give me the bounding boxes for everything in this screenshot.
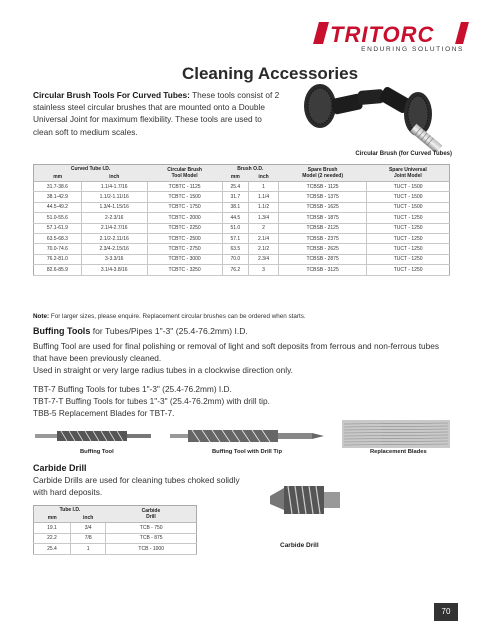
header-spare-brush bbox=[279, 165, 367, 182]
table-cell: TUCT - 1250 bbox=[367, 223, 450, 233]
table-cell: 38.1-42.9 bbox=[34, 192, 82, 202]
note-label: Note: bbox=[33, 313, 50, 320]
buffing-line-1: TBT-7 Buffing Tools for tubes 1"-3" (25.4-76.2mm) I.D. bbox=[33, 384, 232, 394]
table-row bbox=[34, 523, 197, 534]
carbide-drill-table-body bbox=[34, 523, 197, 555]
table-cell: 19.1 bbox=[34, 523, 71, 534]
table-cell: 2 bbox=[249, 223, 279, 233]
table-row bbox=[34, 223, 450, 233]
brand-tagline: ENDURING SOLUTIONS bbox=[361, 46, 464, 53]
buffing-line-2: TBT-7-T Buffing Tools for tubes 1"-3" (25.4-76.2mm) with drill tip. bbox=[33, 396, 270, 406]
circular-brush-table bbox=[33, 164, 450, 276]
table-cell: TUCT - 1500 bbox=[367, 182, 450, 192]
table-cell: TUCT - 1250 bbox=[367, 254, 450, 264]
buffing-tool-drill-tip-image bbox=[168, 428, 338, 444]
table-cell: 3 bbox=[249, 265, 279, 275]
table-cell: 2.3/4 bbox=[249, 254, 279, 264]
table-cell: 63.5 bbox=[222, 244, 248, 254]
carbide-heading-bold: Carbide Drill bbox=[33, 463, 87, 473]
replacement-blades-image bbox=[342, 420, 450, 448]
header-spare-brush-line1: Spare Brush bbox=[307, 167, 338, 173]
caption-buffing-drill-tip: Buffing Tool with Drill Tip bbox=[212, 449, 282, 455]
table-cell: 25.4 bbox=[34, 544, 71, 555]
intro-heading: Circular Brush Tools For Curved Tubes: bbox=[33, 90, 190, 100]
table-cell: TCBTC - 3000 bbox=[147, 254, 222, 264]
carbide-header-tube-id: Tube I.D. bbox=[34, 506, 106, 515]
table-cell: 70.0 bbox=[222, 254, 248, 264]
table-cell: 82.6-85.9 bbox=[34, 265, 82, 275]
table-cell: 51.0-55.6 bbox=[34, 213, 82, 223]
table-cell: 1 bbox=[249, 182, 279, 192]
carbide-text: Carbide Drills are used for cleaning tubes choked solidly with hard deposits. bbox=[33, 475, 240, 497]
table-cell: 57.1-61.9 bbox=[34, 223, 82, 233]
header-tool-line2: Tool Model bbox=[171, 173, 198, 179]
table-cell: TCB - 750 bbox=[106, 523, 197, 534]
table-cell: TCBSB - 1375 bbox=[279, 192, 367, 202]
table-cell: 63.5-68.3 bbox=[34, 233, 82, 243]
table-row bbox=[34, 202, 450, 212]
table-cell: TCBTC - 2250 bbox=[147, 223, 222, 233]
table-cell: TUCT - 1250 bbox=[367, 265, 450, 275]
header-spare-joint bbox=[367, 165, 450, 182]
buffing-heading-bold: Buffing Tools bbox=[33, 326, 91, 336]
table-cell: 3-3.3/16 bbox=[81, 254, 147, 264]
table-cell: TCBTC - 3250 bbox=[147, 265, 222, 275]
table-cell: 2.1/2 bbox=[249, 244, 279, 254]
table-cell: 7/8 bbox=[70, 533, 105, 544]
table-cell: 1 bbox=[70, 544, 105, 555]
circular-brush-table-body bbox=[34, 182, 450, 276]
header-spare-joint-line2: Joint Model bbox=[393, 173, 422, 179]
table-cell: TCBSB - 2625 bbox=[279, 244, 367, 254]
left-brush-head bbox=[304, 84, 336, 128]
brush-caption: Circular Brush (for Curved Tubes) bbox=[355, 151, 452, 157]
table-cell: 3/4 bbox=[70, 523, 105, 534]
table-cell: 44.5 bbox=[222, 213, 248, 223]
table-row bbox=[34, 533, 197, 544]
page-number: 70 bbox=[434, 603, 458, 621]
table-cell: TUCT - 1250 bbox=[367, 213, 450, 223]
page-title: Cleaning Accessories bbox=[181, 64, 359, 83]
table-cell: 3.1/4-3.8/16 bbox=[81, 265, 147, 275]
table-cell: 2.1/4 bbox=[249, 233, 279, 243]
table-row bbox=[34, 182, 450, 192]
carbide-header-drill-line2: Drill bbox=[146, 514, 156, 520]
table-cell: 2.3/4-2.15/16 bbox=[81, 244, 147, 254]
table-cell: TCBSB - 1875 bbox=[279, 213, 367, 223]
buffing-tool-image bbox=[33, 428, 155, 444]
table-cell: 44.5-49.2 bbox=[34, 202, 82, 212]
table-row bbox=[34, 254, 450, 264]
carbide-caption: Carbide Drill bbox=[280, 542, 319, 549]
table-row bbox=[34, 265, 450, 275]
table-cell: TUCT - 1500 bbox=[367, 192, 450, 202]
intro-text: These tools consist of 2 stainless steel circular brushes that are mounted onto a Double Universal Joint for maximum flexibility. These tools are used to clean soft to medium scales. bbox=[33, 90, 280, 137]
table-cell: TCBSB - 1125 bbox=[279, 182, 367, 192]
table-cell: 1.1/4 bbox=[249, 192, 279, 202]
table-cell: TCBTC - 1750 bbox=[147, 202, 222, 212]
table-row bbox=[34, 244, 450, 254]
caption-buffing-tool: Buffing Tool bbox=[80, 449, 114, 455]
table-cell: 31.7-38.6 bbox=[34, 182, 82, 192]
buffing-heading bbox=[33, 326, 248, 336]
header-spare-joint-line1: Spare Universal bbox=[388, 167, 427, 173]
table-cell: 76.2 bbox=[222, 265, 248, 275]
table-cell: 31.7 bbox=[222, 192, 248, 202]
table-cell: 1.3/4 bbox=[249, 213, 279, 223]
logo-accent-left bbox=[313, 22, 329, 44]
brand-name: TRITORC bbox=[330, 22, 435, 47]
table-cell: 1.3/4-1.15/16 bbox=[81, 202, 147, 212]
note-text: For larger sizes, please enquire. Replacement circular brushes can be ordered when starts. bbox=[50, 313, 306, 320]
table-cell: 57.1 bbox=[222, 233, 248, 243]
header-brush-od: Brush O.D. bbox=[222, 165, 278, 174]
header-brush-inch: inch bbox=[249, 174, 279, 182]
circular-brush-image bbox=[300, 70, 450, 152]
table-cell: 38.1 bbox=[222, 202, 248, 212]
table-cell: 25.4 bbox=[222, 182, 248, 192]
buffing-para-2: Used in straight or very large radius tubes in a clockwise direction only. bbox=[33, 365, 293, 375]
table-row bbox=[34, 213, 450, 223]
table-cell: 22.2 bbox=[34, 533, 71, 544]
table-cell: 2.1/2-2.11/16 bbox=[81, 233, 147, 243]
table-cell: TCBTC - 2750 bbox=[147, 244, 222, 254]
table-cell: TCBSB - 2125 bbox=[279, 223, 367, 233]
table-cell: 2-2.3/16 bbox=[81, 213, 147, 223]
table-row bbox=[34, 192, 450, 202]
carbide-header-drill bbox=[106, 506, 197, 523]
table-cell: TCBTC - 1125 bbox=[147, 182, 222, 192]
table-row bbox=[34, 544, 197, 555]
carbide-drill-image bbox=[266, 470, 344, 536]
table-cell: 2.1/4-2.7/16 bbox=[81, 223, 147, 233]
table-cell: 1.1/2-1.11/16 bbox=[81, 192, 147, 202]
table-cell: TCBTC - 1500 bbox=[147, 192, 222, 202]
carbide-header-inch: inch bbox=[70, 515, 105, 523]
table-cell: TCB - 875 bbox=[106, 533, 197, 544]
table-cell: TUCT - 1500 bbox=[367, 202, 450, 212]
header-inch: inch bbox=[81, 174, 147, 182]
logo-accent-right bbox=[455, 22, 469, 44]
header-tool-line1: Circular Brush bbox=[167, 167, 202, 173]
header-brush-mm: mm bbox=[222, 174, 248, 182]
intro-paragraph bbox=[33, 89, 283, 138]
table-cell: TCB - 1000 bbox=[106, 544, 197, 555]
table-row bbox=[34, 233, 450, 243]
table-cell: TUCT - 1250 bbox=[367, 233, 450, 243]
table-cell: TCBTC - 2500 bbox=[147, 233, 222, 243]
note bbox=[33, 313, 306, 320]
table-cell: 1.1/4-1.7/16 bbox=[81, 182, 147, 192]
header-spare-brush-line2: Model (2 needed) bbox=[302, 173, 344, 179]
buffing-para-1: Buffing Tool are used for final polishing or removal of light and soft deposits from ferrous and non-ferrous tubes that have been previously cleaned. bbox=[33, 341, 440, 363]
buffing-heading-rest: for Tubes/Pipes 1"-3" (25.4-76.2mm) I.D. bbox=[92, 326, 248, 336]
table-cell: 70.0-74.6 bbox=[34, 244, 82, 254]
header-mm: mm bbox=[34, 174, 82, 182]
table-cell: TUCT - 1250 bbox=[367, 244, 450, 254]
carbide-heading bbox=[33, 463, 87, 473]
table-cell: 51.0 bbox=[222, 223, 248, 233]
header-tool-model bbox=[147, 165, 222, 182]
carbide-header-drill-line1: Carbide bbox=[141, 508, 161, 514]
header-tube-id: Curved Tube I.D. bbox=[34, 165, 148, 174]
caption-replacement-blades: Replacement Blades bbox=[370, 449, 427, 455]
carbide-drill-table bbox=[33, 505, 197, 555]
table-cell: 76.2-81.0 bbox=[34, 254, 82, 264]
table-cell: TCBTC - 2000 bbox=[147, 213, 222, 223]
table-cell: TCBSB - 1625 bbox=[279, 202, 367, 212]
table-cell: 1.1/2 bbox=[249, 202, 279, 212]
carbide-header-mm: mm bbox=[34, 515, 71, 523]
table-cell: TCBSB - 3125 bbox=[279, 265, 367, 275]
buffing-line-3: TBB-5 Replacement Blades for TBT-7. bbox=[33, 408, 175, 418]
table-cell: TCBSB - 2875 bbox=[279, 254, 367, 264]
table-cell: TCBSB - 2375 bbox=[279, 233, 367, 243]
brand-logo bbox=[316, 22, 466, 56]
